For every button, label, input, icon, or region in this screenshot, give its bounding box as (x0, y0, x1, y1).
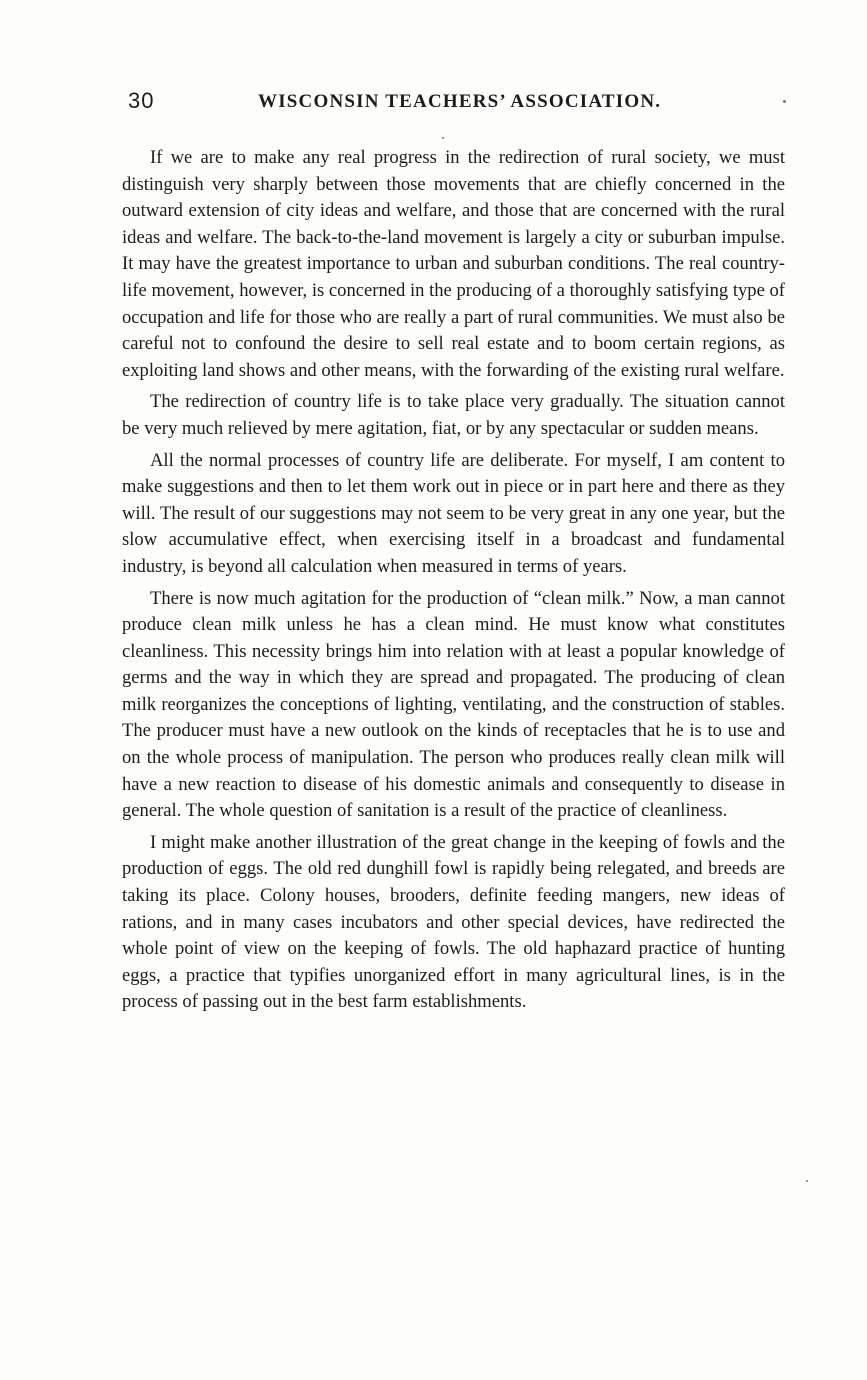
paragraph: If we are to make any real progress in the redirection of rural society, we must distinguish very sharply between those movements that are chiefly concerned in the outward extension of city ideas and welfare, and those that are concerned with the rural ideas and welfare. The back-to-the-land movement is largely a city or suburban impulse. It may have the greatest importance to urban and suburban conditions. The real country-life movement, however, is concerned in the producing of a thoroughly satisfying type of occupation and life for those who are really a part of rural communities. We must also be careful not to confound the desire to sell real estate and to boom certain regions, as exploiting land shows and other means, with the forwarding of the existing rural welfare. (122, 147, 785, 381)
paragraph: All the normal processes of country life are deliberate. For myself, I am content to make suggestions and then to let them work out in piece or in part here and there as they will. The result of our suggestions may not seem to be very great in any one year, but the slow accumulative effect, when exercising itself in a broadcast and fundamental industry, is beyond all calculation when measured in terms of years. (122, 449, 785, 577)
body-text (122, 145, 785, 1016)
scan-speck (806, 1180, 808, 1182)
running-head: WISCONSIN TEACHERS’ ASSOCIATION. (258, 91, 662, 112)
paragraph: There is now much agitation for the production of “clean milk.” Now, a man cannot produce clean milk unless he has a clean mind. He must know what constitutes cleanliness. This necessity brings him into relation with at least a popular knowledge of germs and the way in which they are spread and propagated. The producing of clean milk reorganizes the conceptions of lighting, ventilating, and the construction of stables. The producer must have a new outlook on the kinds of receptacles that he is to use and on the whole process of manipulation. The person who produces really clean milk will have a new reaction to disease of his domestic animals and consequently to disease in general. The whole question of sanitation is a result of the practice of cleanliness. (122, 587, 785, 822)
scan-speck (783, 100, 786, 103)
page-header (128, 88, 668, 118)
scan-speck (442, 137, 444, 139)
paragraph: The redirection of country life is to take place very gradually. The situation cannot be very much relieved by mere agitation, fiat, or by any spectacular or sudden means. (122, 391, 785, 439)
page-number: 30 (128, 88, 155, 113)
paragraph: I might make another illustration of the great change in the keeping of fowls and the production of eggs. The old red dunghill fowl is rapidly being relegated, and breeds are taking its place. Colony houses, brooders, definite feeding mangers, new ideas of rations, and in many cases incubators and other special devices, have redirected the whole point of view on the keeping of fowls. The old haphazard practice of hunting eggs, a practice that typifies unorganized effort in many agricultural lines, is in the process of passing out in the best farm establishments. (122, 831, 785, 1013)
